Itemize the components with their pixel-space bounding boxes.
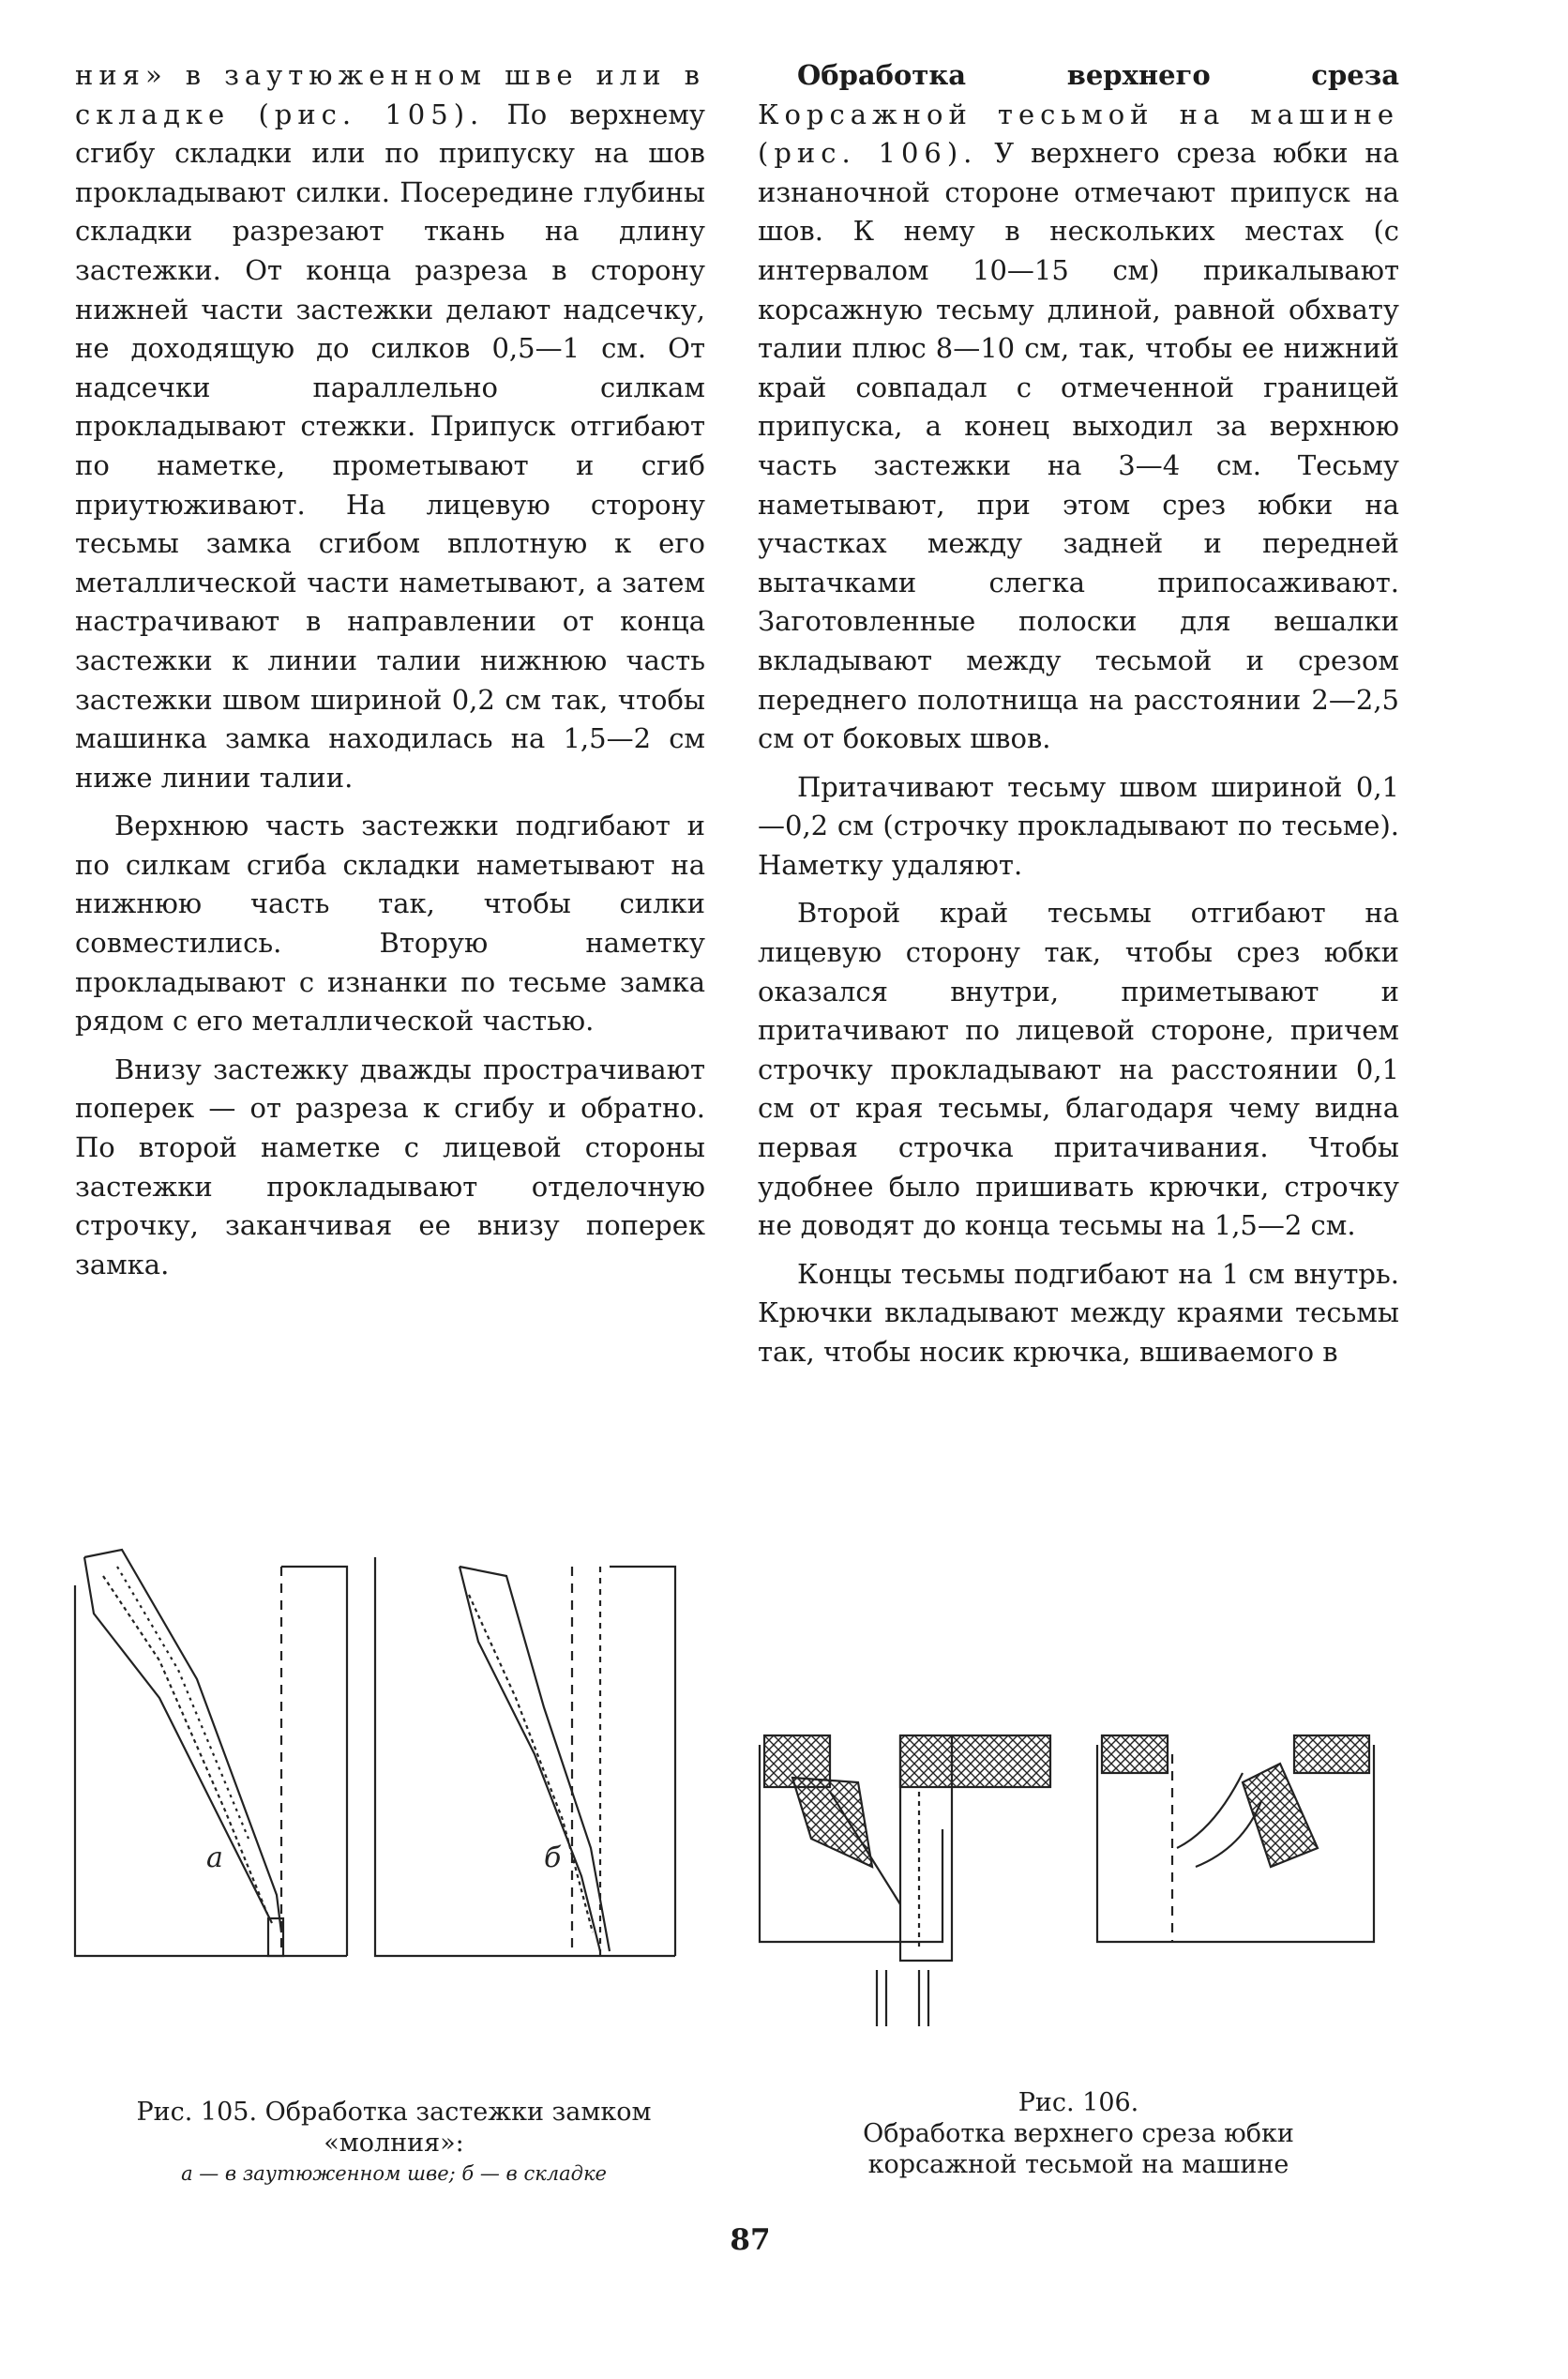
figure-106 — [755, 1726, 1393, 2064]
band-hatched-far-right — [1294, 1735, 1369, 1773]
zipper-tape-a-outer — [84, 1550, 281, 1932]
panel-b-right-edge — [610, 1567, 675, 1956]
caption-line: Рис. 106. — [1018, 2088, 1139, 2117]
paragraph — [75, 56, 705, 797]
paragraph: Притачивают тесьму швом шириной 0,1—0,2 см (строчку прокладывают по тесьме). Наметку удаляют. — [758, 770, 1399, 881]
waistband-illustration — [755, 1726, 1393, 2064]
left-text-column — [75, 56, 705, 1294]
right-text-column — [758, 56, 1399, 1382]
band-curve-1 — [1177, 1773, 1243, 1848]
caption-line: Рис. 105. Обработка застежки замком — [136, 2098, 652, 2127]
caption-line: «молния»: — [324, 2129, 464, 2158]
zipper-stitches-a — [117, 1567, 249, 1839]
band-hatched-right — [1102, 1735, 1168, 1773]
section-heading: Обработка верхнего среза — [797, 59, 1399, 91]
hanger-strips — [877, 1970, 928, 2026]
label-a: а — [206, 1841, 223, 1874]
paragraph: Верхнюю часть застежки подгибают и по силкам сгиба складки наметывают на нижнюю часть так, чтобы силки совместились. Вторую наметку прокладывают с изнанки по тесьме замка рядом с его металлической частью. — [75, 810, 705, 1038]
page-number: 87 — [730, 2223, 771, 2257]
band-fold-right-hatched — [1243, 1764, 1318, 1867]
zipper-illustration — [66, 1538, 722, 2064]
caption-line: корсажной тесьмой на машине — [867, 2150, 1289, 2179]
band-fold-hatched — [792, 1778, 872, 1867]
paragraph: Внизу застежку дважды прострачивают поперек — от разреза к сгибу и обратно. По второй наметке с лицевой стороны застежки прокладывают отделочную строчку, заканчивая ее внизу поперек замка. — [75, 1053, 705, 1280]
band-hatched-top — [900, 1735, 1050, 1787]
zipper-tape-b-inner — [460, 1567, 600, 1951]
paragraph: Второй край тесьмы отгибают на лицевую сторону так, чтобы срез юбки оказался внутри, приметывают и притачивают по лицевой стороне, причем строчку прокладывают на расстоянии 0,1 см от края тесьмы, благодаря чему видна первая строчка притачивания. Чтобы удобнее было пришивать крючки, строчку не доводят до конца тесьмы на 1,5—2 см. — [758, 897, 1399, 1242]
skirt-right-panel — [1097, 1745, 1374, 1942]
paragraph: Концы тесьмы подгибают на 1 см внутрь. Крючки вкладывают между краями тесьмы так, чтобы носик крючка, вшиваемого в — [758, 1257, 1399, 1368]
zipper-teeth-b — [469, 1595, 593, 1932]
section-paragraph — [758, 56, 1399, 759]
panel-b-outline — [375, 1557, 675, 1956]
zipper-tape-a-inner — [84, 1557, 272, 1923]
caption-legend: а — в заутюженном шве; б — в складке — [181, 2162, 607, 2185]
figure-105-caption — [66, 2097, 722, 2190]
figure-105 — [66, 1538, 722, 2064]
panel-a-right-edge — [281, 1567, 347, 1956]
paragraph-opening: ния» в заутюженном шве или в складке (рис. 105). — [75, 59, 705, 130]
label-b: б — [544, 1841, 562, 1874]
caption-line: Обработка верхнего среза юбки — [863, 2119, 1294, 2148]
paragraph-text: У верхнего среза юбки на изнаночной стороне отмечают припуск на шов. К нему в нескольких местах (с интервалом 10—15 см) прикалывают корсажную тесьму длиной, равной обхвату талии плюс 8—10 см, так, чтобы ее нижний край совпадал с отмеченной границей припуска, а конец выходил за верхнюю часть застежки на 3—4 см. Тесьму наметывают, при этом срез юбки на участках между задней и передней вытачками слегка припосаживают. Заготовленные полоски для вешалки вкладывают между тесьмой и срезом переднего полотнища на расстоянии 2—2,5 см от боковых швов. — [758, 137, 1399, 755]
section-heading-rest: Корсажной тесьмой на машине (рис. 106). — [758, 98, 1399, 170]
figure-106-caption — [778, 2087, 1379, 2180]
paragraph-text: По верхнему сгибу складки или по припуску на шов прокладывают силки. Посередине глубины складки разрезают ткань на длину застежки. От конца разреза в сторону нижней части застежки делают надсечку, не доходящую до силков 0,5—1 см. От надсечки параллельно силкам прокладывают стежки. Припуск отгибают по наметке, прометывают и сгиб приутюживают. На лицевую сторону тесьмы замка сгибом вплотную к его металлической части наметывают, а затем настрачивают в направлении от конца застежки к линии талии нижнюю часть застежки швом шириной 0,2 см так, чтобы машинка замка находилась на 1,5—2 см ниже линии талии. — [75, 98, 705, 794]
